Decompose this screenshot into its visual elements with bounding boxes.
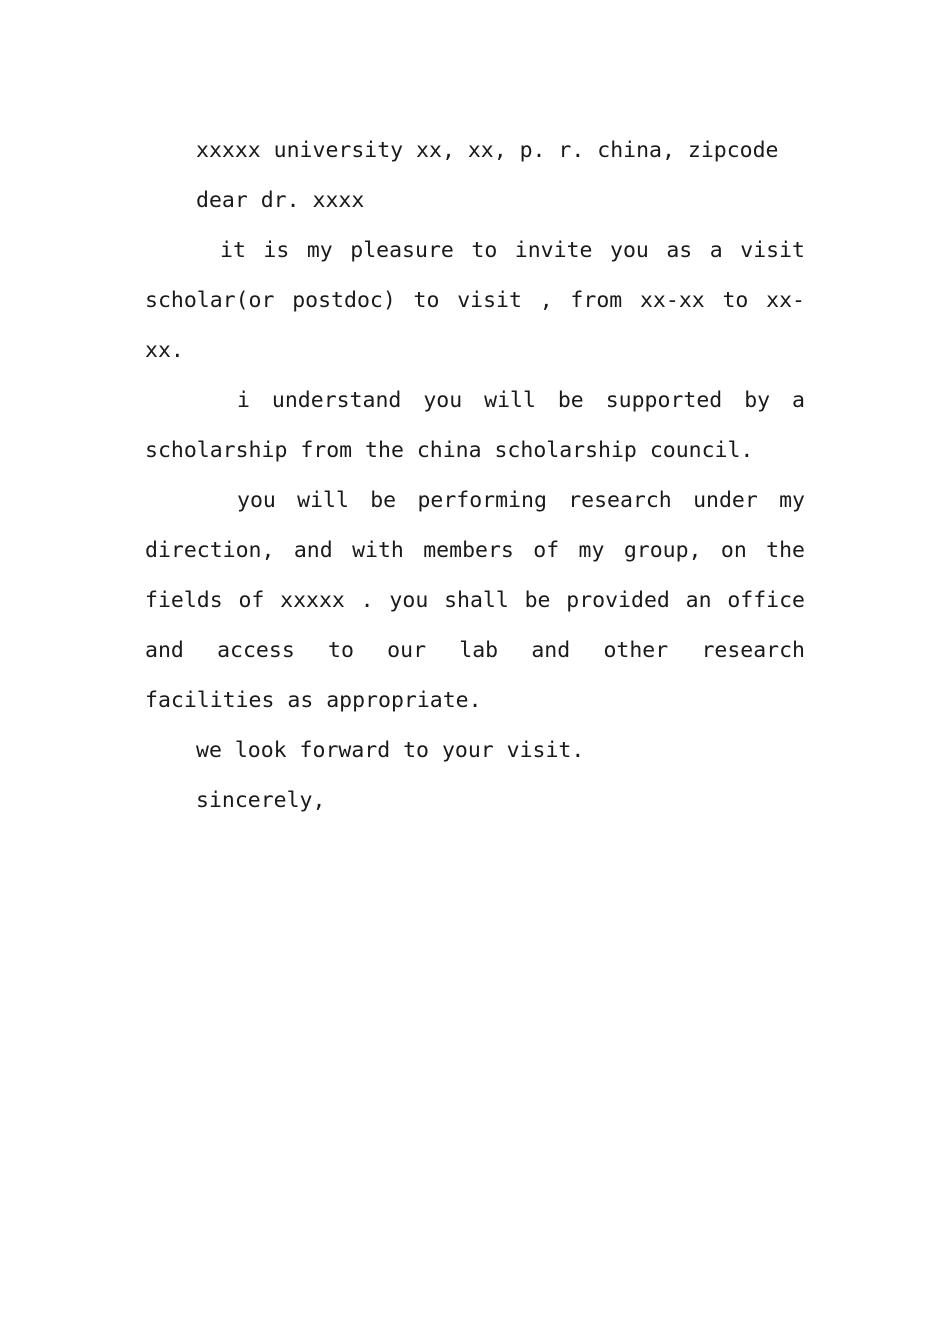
sign-off: sincerely, bbox=[196, 788, 326, 813]
recipient-address: xxxxx university xx, xx, p. r. china, zipcode bbox=[196, 138, 779, 163]
research-paragraph: you will be performing research under my direction, and with members of my group, on the fields of xxxxx . you shall be provided an office and access to our lab and other research facilities as appropriate. bbox=[145, 488, 818, 713]
invitation-paragraph: it is my pleasure to invite you as a visit scholar(or postdoc) to visit , from xx-xx to xx-xx. bbox=[145, 238, 818, 363]
closing-line: we look forward to your visit. bbox=[196, 738, 585, 763]
invitation-letter bbox=[145, 126, 818, 826]
scholarship-paragraph: i understand you will be supported by a scholarship from the china scholarship council. bbox=[145, 388, 818, 463]
salutation: dear dr. xxxx bbox=[196, 188, 365, 213]
